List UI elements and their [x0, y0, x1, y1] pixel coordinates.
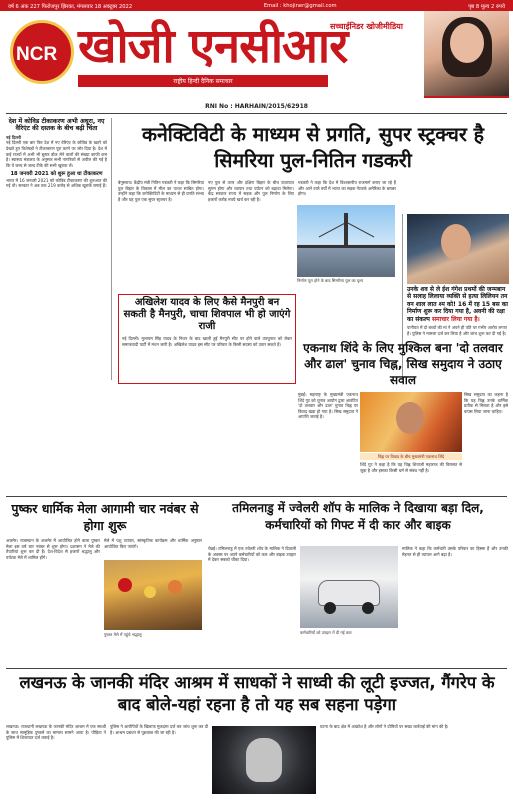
eknath-caption: चिह्न पर विवाद के बीच मुख्यमंत्री एकनाथ शिंदे — [360, 453, 462, 460]
left-subhead: नई दिल्ली — [6, 134, 21, 140]
fair-caption: पुष्कर मेले में पहुंचे श्रद्धालु — [104, 632, 142, 637]
portrait-face — [450, 23, 484, 63]
left-body-2: भारत में 16 जनवरी 2021 को कोविड टीकाकरण की शुरुआत की गई थी। सरकार ने अब तक 219 करोड़ से अधिक खुराकें लगाई हैं। — [6, 177, 107, 189]
issue-info: वर्ष 6 अंक 227 फिरोजपुर झिरका, मंगलवार 18 अक्टूबर 2022 — [8, 3, 133, 10]
pushkar-body: अजमेर। राजस्थान के अजमेर में आयोजित होने वाला पुष्कर मेला इस वर्ष चार नवंबर से शुरू होगा। प्रशासन ने मेले की तैयारियां शुरू कर दी हैं। देश-विदेश से हजारों श्रद्धालु और पर्यटक मेले में शामिल होंगे। — [6, 538, 100, 560]
lucknow-body-1: लखनऊ। राजधानी लखनऊ के जानकी मंदिर आश्रम में एक साध्वी के साथ सामूहिक दुष्कर्म का मामला सामने आया है। पीड़िता ने पुलिस में शिकायत दर्ज कराई है। — [6, 724, 106, 741]
eknath-face — [396, 402, 424, 434]
lucknow-headline: लखनऊ के जानकी मंदिर आश्रम में साधकों ने साध्वी की लूटी इज्जत, गैंगरेप के बाद बोले-यहां रहना है तो यह सब सहना पड़ेगा — [19, 673, 495, 714]
top-info-bar — [0, 0, 513, 11]
right-highlight: समाचार लिया गया है। — [432, 315, 480, 323]
left-column-story — [6, 118, 112, 380]
lucknow-photo — [212, 726, 316, 794]
akhilesh-story-box — [118, 294, 296, 384]
crowd-figure — [144, 586, 156, 598]
lucknow-body-2: पुलिस ने आरोपियों के खिलाफ मुकदमा दर्ज कर जांच शुरू कर दी है। आश्रम प्रबंधन से पूछताछ की जा रही है। — [110, 724, 208, 735]
tamil-body-1: चेन्नई। तमिलनाडु में एक ज्वेलरी शॉप के मालिक ने दिवाली के अवसर पर अपने कर्मचारियों को कार और बाइक उपहार में देकर सबको चौंका दिया। — [208, 546, 296, 563]
car-photo — [300, 546, 398, 628]
eknath-body-3: शिंदे गुट ने कहा है कि यह चिह्न शिवाजी महाराज की विरासत से जुड़ा है और इसका किसी धर्म से संबंध नहीं है। — [360, 462, 462, 473]
bridge-photo — [297, 205, 395, 277]
fair-photo — [104, 560, 202, 630]
main-body-col-3: गडकरी ने कहा कि देश में विश्वस्तरीय राजमार्ग बनाए जा रहे हैं और आने वाले वर्षों में भारत का सड़क नेटवर्क अमेरिका के बराबर होगा। — [298, 180, 396, 197]
akhilesh-body: नई दिल्ली। मुलायम सिंह यादव के निधन के बाद खाली हुई मैनपुरी सीट पर होने वाले उपचुनाव को लेकर समाजवादी पार्टी में मंथन जारी है। अखिलेश यादव इस सीट पर परिवार के किसी सदस्य को उतार सकते हैं। — [122, 336, 292, 347]
tag-script: सच्चाईनिडर खोजीमीडिया — [330, 22, 403, 31]
pushkar-body-2: मेले में पशु व्यापार, सांस्कृतिक कार्यक्रम और धार्मिक अनुष्ठान आयोजित किए जाएंगे। — [104, 538, 202, 549]
logo-text: NCR — [16, 44, 58, 65]
eknath-body-1: मुंबई। महाराष्ट्र के मुख्यमंत्री एकनाथ शिंदे गुट को चुनाव आयोग द्वारा आवंटित 'दो तलवार और ढाल' चुनाव चिह्न पर विवाद खड़ा हो गया है। सिख समुदाय ने आपत्ति जताई है। — [298, 392, 358, 420]
eknath-photo — [360, 392, 462, 452]
main-headline: कनेक्टिविटी के माध्यम से प्रगति, सुपर स्ट्रक्चर है सिमरिया पुल-नितिन गडकरी — [142, 123, 484, 172]
page-price-info: पृष्ठ 8 मूल्य 2 रुपये — [468, 3, 505, 10]
bridge-cable — [346, 222, 375, 238]
eknath-body-2: सिख समुदाय का कहना है कि यह चिह्न उनके धार्मिक प्रतीक से मिलता है और इसे वापस लिया जाना चाहिए। — [464, 392, 508, 414]
section-divider — [6, 668, 507, 669]
main-body-col-2: नए पुल से उत्तर और दक्षिण बिहार के बीच यातायात सुगम होगा और व्यापार तथा पर्यटन को बढ़ावा मिलेगा। केंद्र सरकार राज्य में सड़क और पुल निर्माण के लिए हजारों करोड़ रुपये खर्च कर रही है। — [208, 180, 294, 202]
car-caption: कर्मचारियों को उपहार में दी गई कार — [300, 630, 352, 635]
tamil-headline: तमिलनाडु में ज्वेलरी शॉप के मालिक ने दिखाया बड़ा दिल, कर्मचारियों को गिफ्ट में दी कार और बाइक — [232, 501, 484, 532]
right-headline-text: उनके शव से ले ईश गंगेश प्रथमों की जन्मबान से सलाह लिलाया व्यक्ति से हत्या लिलियन तन वन शाल लात श्म को! 16 में रह 15 बस का निर्माण शुरू कर दिया गया है, अवनी की रक्षा का संकल्प — [407, 286, 508, 323]
bridge-caption: निर्माण पूरा होने के बाद सिमरिया पुल का दृश्य — [297, 278, 363, 283]
left-body: नई दिल्ली एक बार फिर देश में नए वेरिएंट के कोविड के खतरे को देखते हुए विशेषज्ञों ने टीकाकरण पूरा करने पर जोर दिया है। देश में कई राज्यों में अभी भी बूस्टर डोज लेने वालों की संख्या काफी कम है। स्वास्थ्य मंत्रालय के अनुसार सभी नागरिकों से अपील की गई है कि वे जल्द से जल्द टीके की सभी खुराक लें। — [6, 140, 107, 168]
left-headline: देश में कोविड टीकाकरण अभी अधूरा, नए वैरिएंट की दस्तक के बीच बढ़ी चिंता — [8, 118, 105, 133]
right-body: पानीपत में दो बच्चों की मां ने अपने ही पति पर गंभीर आरोप लगाए हैं। पुलिस ने मामला दर्ज कर लिया है और जांच शुरू कर दी गई है। — [407, 325, 507, 336]
main-body-col-1: बेगूसराय। केंद्रीय मंत्री नितिन गडकरी ने कहा कि सिमरिया पुल बिहार के विकास में मील का पत्थर साबित होगा। उन्होंने कहा कि कनेक्टिविटी के माध्यम से ही प्रगति संभव है और यह पुल एक सुपर स्ट्रक्चर है। — [118, 180, 204, 202]
pushkar-headline: पुष्कर धार्मिक मेला आगामी चार नवंबर से होगा शुरू — [11, 501, 199, 533]
crowd-figure — [118, 578, 132, 592]
tamil-body-2: मालिक ने कहा कि कर्मचारी उसके परिवार का हिस्सा हैं और उनकी मेहनत से ही व्यापार आगे बढ़ा है। — [402, 546, 508, 557]
email-info: Email : khojiner@gmail.com — [263, 2, 337, 9]
raised-hand — [246, 738, 282, 782]
car-wheel — [362, 602, 374, 614]
newspaper-title: खोजी एनसीआर — [78, 19, 348, 74]
akhilesh-headline: अखिलेश यादव के लिए कैसे मैनपुरी बन सकती है मैनपुरी, चाचा शिवपाल भी हो जाएंगे राजी — [123, 297, 291, 332]
crowd-figure — [168, 580, 182, 594]
left-date-head: 18 जनवरी 2021 को शुरू हुआ था टीकाकरण — [10, 171, 103, 178]
bridge-pylon — [344, 213, 348, 247]
portrait-photo — [424, 11, 509, 98]
car-wheel — [324, 602, 336, 614]
section-divider — [6, 496, 507, 497]
header-divider — [6, 113, 507, 114]
tagline-bar: राष्ट्रीय हिन्दी दैनिक समाचार — [78, 75, 328, 87]
right-portrait-photo — [407, 214, 509, 284]
lucknow-body-3: घटना के बाद क्षेत्र में आक्रोश है और लोगों ने दोषियों पर सख्त कार्रवाई की मांग की है। — [320, 724, 449, 729]
right-headline — [407, 286, 508, 323]
right-portrait-face — [441, 224, 471, 260]
eknath-headline: एकनाथ शिंदे के लिए मुश्किल बना 'दो तलवार और ढाल' चुनाव चिह्न, सिख समुदाय ने उठाए सवाल — [303, 341, 503, 387]
rni-number: RNI No : HARHAIN/2015/62918 — [205, 103, 308, 110]
masthead — [0, 11, 513, 101]
